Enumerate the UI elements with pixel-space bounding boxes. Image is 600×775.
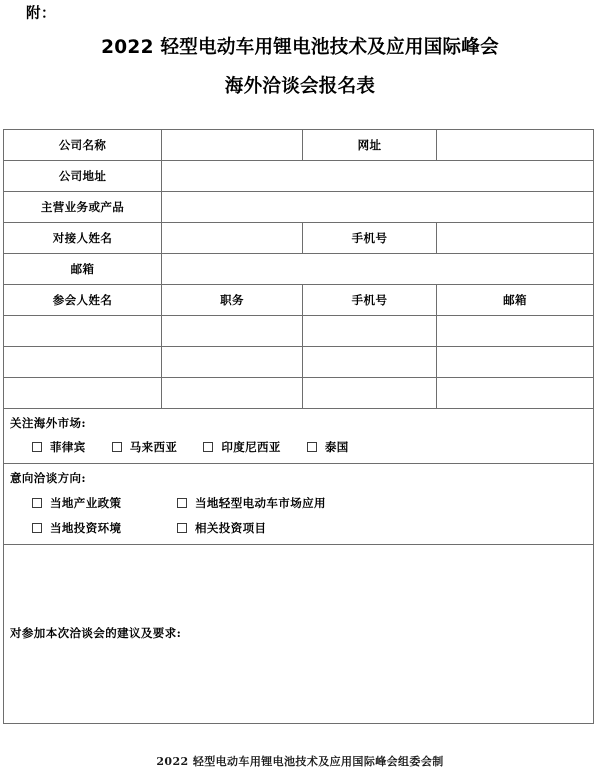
table-row-company-address — [4, 161, 594, 192]
attachment-label: 附： — [26, 5, 56, 22]
attendee-header-email: 邮箱 — [437, 285, 594, 316]
checkbox-icon[interactable] — [177, 498, 187, 508]
checkbox-icon[interactable] — [112, 442, 122, 452]
direction-option-related-investment-projects[interactable] — [177, 520, 266, 536]
checkbox-icon[interactable] — [32, 498, 42, 508]
mobile-field[interactable] — [437, 223, 594, 254]
direction-option-local-industry-policy[interactable] — [32, 495, 177, 511]
market-option-indonesia[interactable] — [203, 439, 281, 455]
attendee-email-field[interactable] — [437, 316, 594, 347]
mobile-label: 手机号 — [303, 223, 437, 254]
overseas-markets-title: 关注海外市场: — [10, 416, 87, 430]
attendee-name-field[interactable] — [4, 347, 162, 378]
market-option-malaysia[interactable] — [112, 439, 178, 455]
market-option-philippines[interactable] — [32, 439, 86, 455]
attendee-header-row — [4, 285, 594, 316]
company-address-label: 公司地址 — [4, 161, 162, 192]
contact-name-field[interactable] — [162, 223, 303, 254]
overseas-markets-panel — [4, 409, 594, 464]
table-row-main-business — [4, 192, 594, 223]
market-option-label: 印度尼西亚 — [221, 440, 281, 454]
document-title — [0, 36, 600, 100]
title-line-1: 2022 轻型电动车用锂电池技术及应用国际峰会 — [101, 37, 499, 58]
direction-option-local-lev-market[interactable] — [177, 495, 326, 511]
checkbox-icon[interactable] — [32, 523, 42, 533]
attendee-name-field[interactable] — [4, 316, 162, 347]
attendee-row — [4, 347, 594, 378]
company-name-label: 公司名称 — [4, 130, 162, 161]
attendee-title-field[interactable] — [162, 378, 303, 409]
checkbox-icon[interactable] — [203, 442, 213, 452]
market-option-label: 马来西亚 — [129, 440, 178, 454]
attendee-header-mobile: 手机号 — [303, 285, 437, 316]
suggestions-title: 对参加本次洽谈会的建议及要求: — [10, 626, 182, 640]
email-field[interactable] — [162, 254, 594, 285]
negotiation-directions-options — [10, 495, 593, 536]
direction-option-local-investment-environment[interactable] — [32, 520, 177, 536]
attendee-header-name: 参会人姓名 — [4, 285, 162, 316]
overseas-markets-row — [4, 409, 594, 464]
overseas-markets-options — [10, 439, 593, 455]
negotiation-directions-title: 意向洽谈方向: — [10, 471, 87, 485]
direction-option-label: 相关投资项目 — [195, 521, 267, 535]
direction-option-label: 当地轻型电动车市场应用 — [195, 496, 326, 510]
suggestions-panel[interactable] — [4, 545, 594, 724]
attendee-row — [4, 378, 594, 409]
direction-option-label: 当地产业政策 — [50, 496, 122, 510]
checkbox-icon[interactable] — [32, 442, 42, 452]
company-address-field[interactable] — [162, 161, 594, 192]
main-business-label: 主营业务或产品 — [4, 192, 162, 223]
website-label: 网址 — [303, 130, 437, 161]
direction-option-label: 当地投资环境 — [50, 521, 122, 535]
attendee-email-field[interactable] — [437, 347, 594, 378]
negotiation-options-line-2 — [32, 520, 593, 536]
suggestions-row — [4, 545, 594, 724]
title-line-2: 海外洽谈会报名表 — [224, 75, 376, 97]
registration-form-table — [3, 129, 594, 724]
market-option-label: 菲律宾 — [50, 440, 86, 454]
attendee-mobile-field[interactable] — [303, 378, 437, 409]
market-option-label: 泰国 — [324, 440, 349, 454]
attendee-title-field[interactable] — [162, 347, 303, 378]
table-row-company-name — [4, 130, 594, 161]
attendee-title-field[interactable] — [162, 316, 303, 347]
attendee-mobile-field[interactable] — [303, 347, 437, 378]
main-business-field[interactable] — [162, 192, 594, 223]
company-name-field[interactable] — [162, 130, 303, 161]
attendee-header-title: 职务 — [162, 285, 303, 316]
negotiation-directions-panel — [4, 464, 594, 545]
negotiation-directions-row — [4, 464, 594, 545]
attendee-mobile-field[interactable] — [303, 316, 437, 347]
contact-name-label: 对接人姓名 — [4, 223, 162, 254]
table-row-email — [4, 254, 594, 285]
table-row-contact-person — [4, 223, 594, 254]
market-option-thailand[interactable] — [307, 439, 349, 455]
document-footer: 2022 轻型电动车用锂电池技术及应用国际峰会组委会制 — [156, 755, 444, 768]
attendee-name-field[interactable] — [4, 378, 162, 409]
negotiation-options-line-1 — [32, 495, 593, 511]
checkbox-icon[interactable] — [307, 442, 317, 452]
checkbox-icon[interactable] — [177, 523, 187, 533]
website-field[interactable] — [437, 130, 594, 161]
attendee-email-field[interactable] — [437, 378, 594, 409]
attendee-row — [4, 316, 594, 347]
email-label: 邮箱 — [4, 254, 162, 285]
